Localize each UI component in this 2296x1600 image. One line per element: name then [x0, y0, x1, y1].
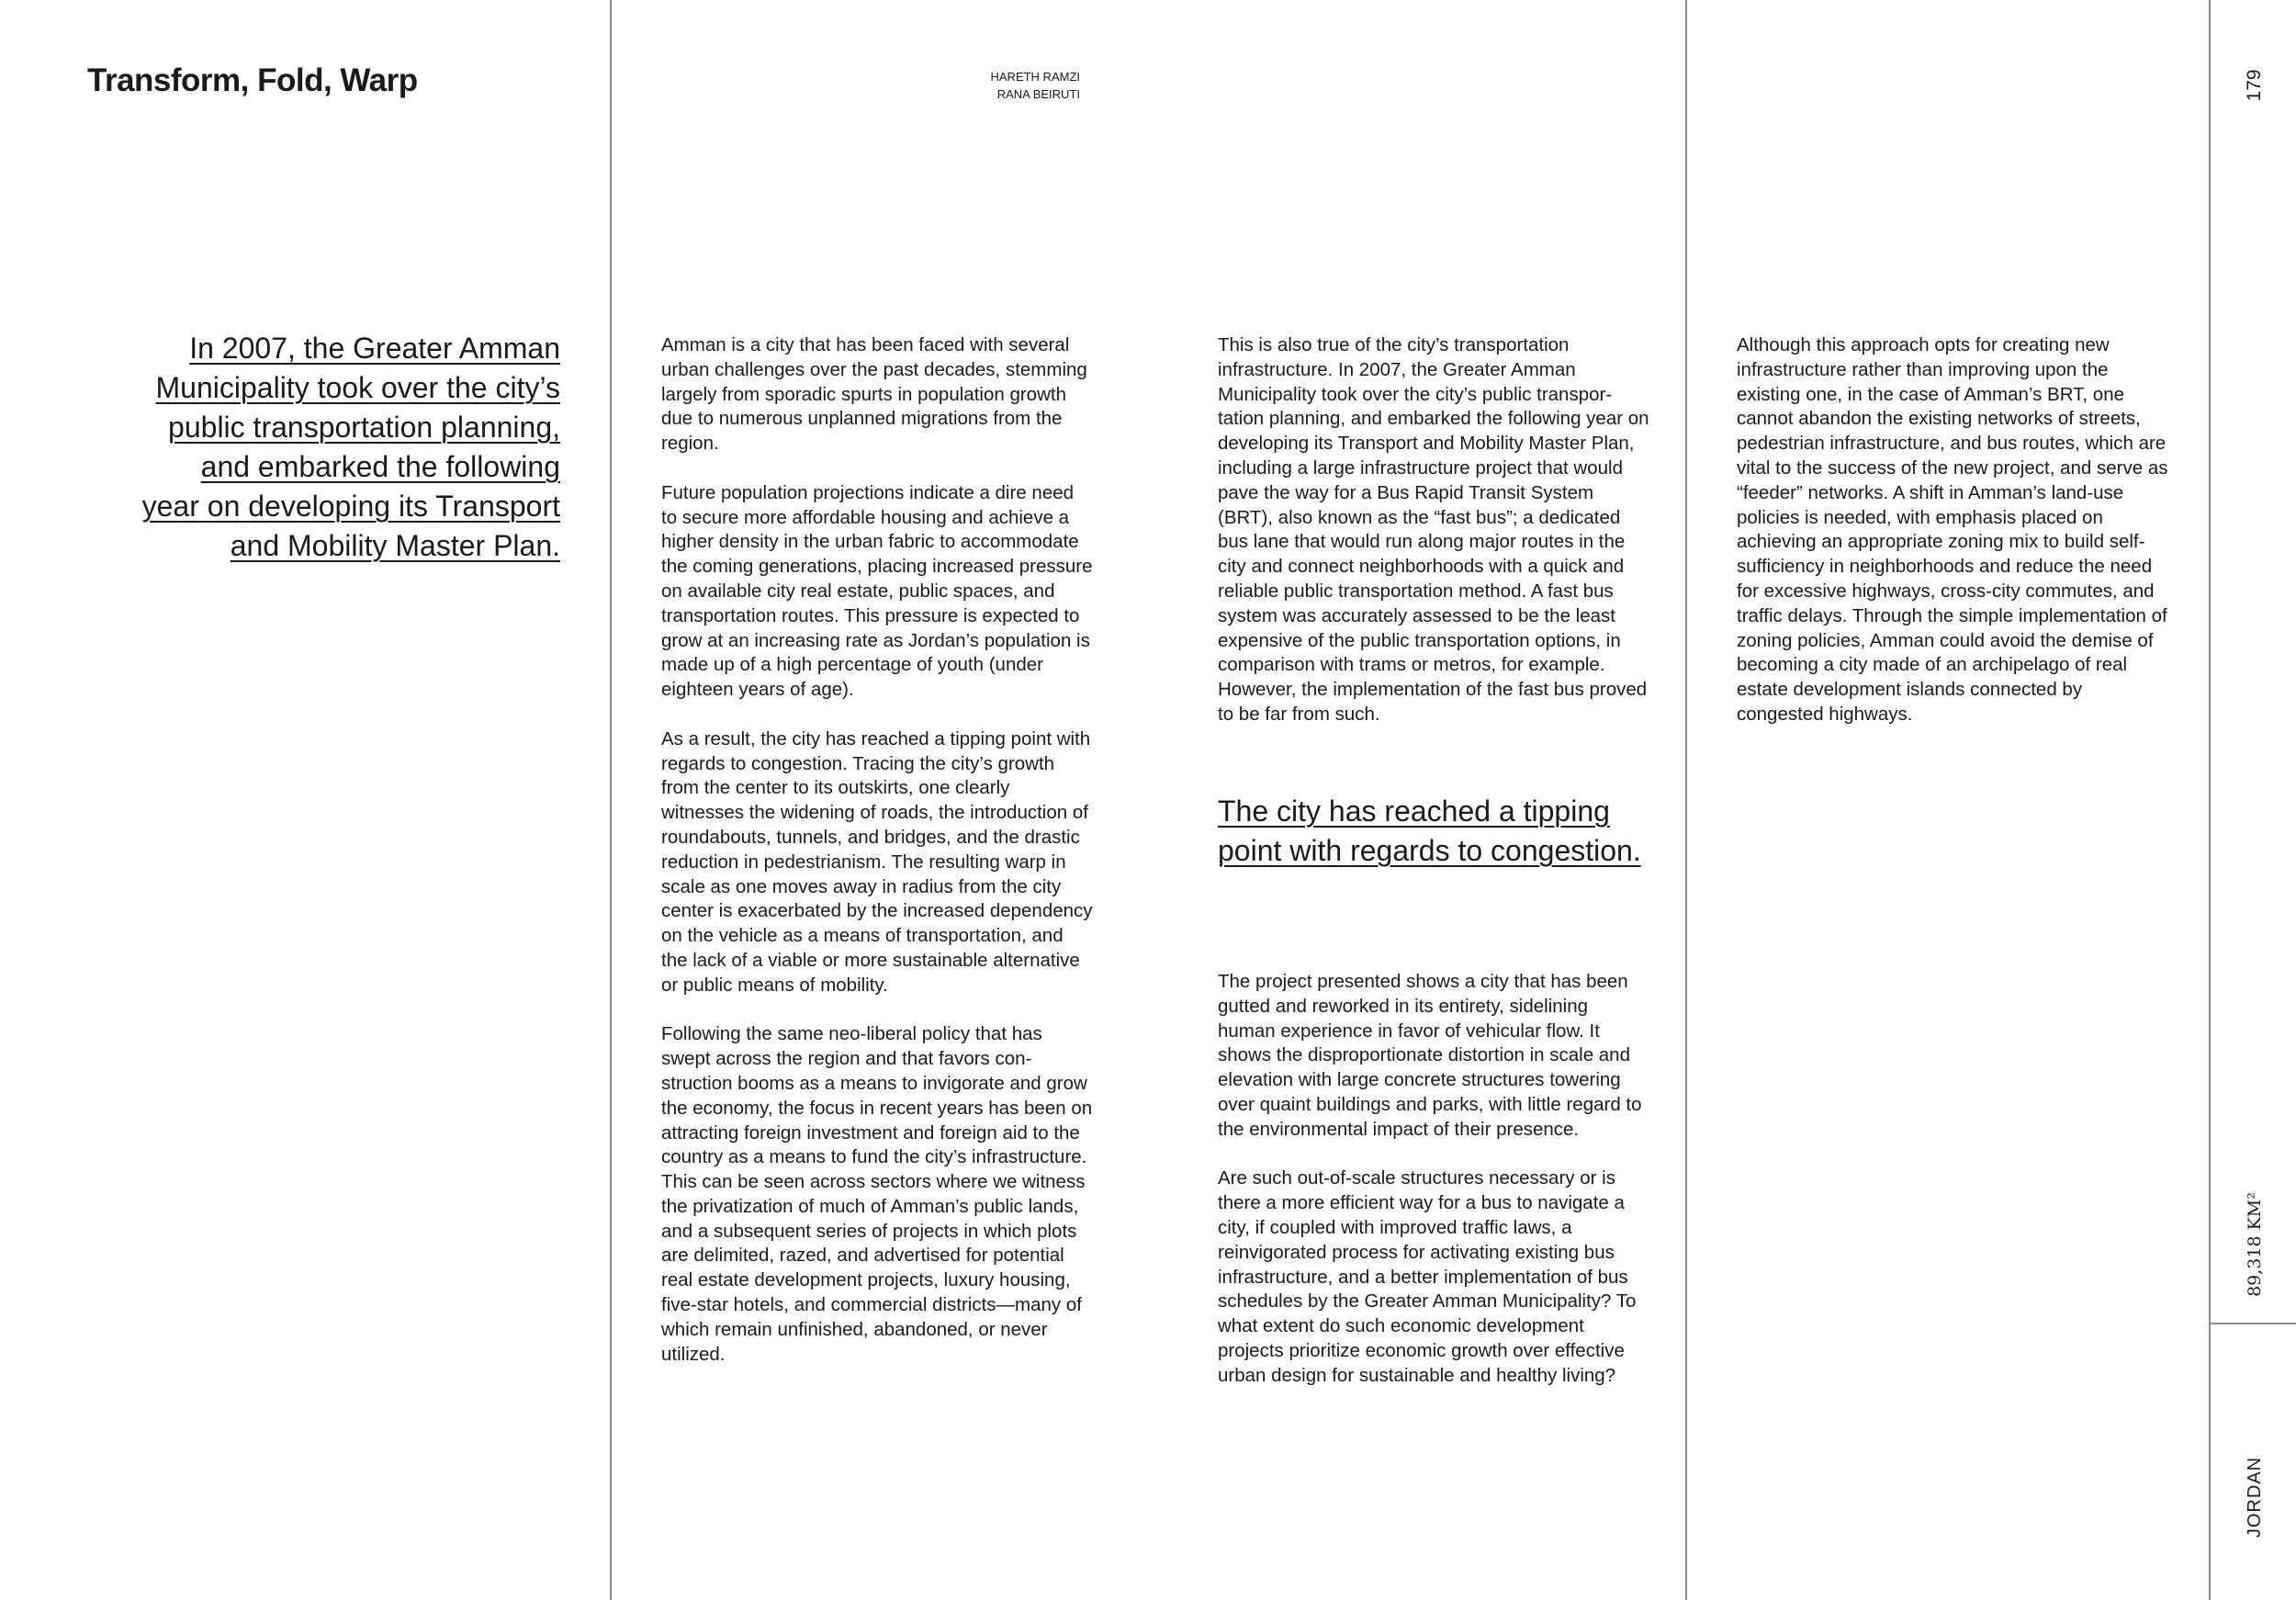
body-column-2	[1218, 333, 1649, 752]
paragraph: The project presented shows a city that has been gutted and reworked in its entirety, sidelining human experience in favor of vehicular flow. It shows the disproportionate distortion in scale and elevation with large concrete structures towering over quaint buildings and parks, with little regard to the environmental impact of their presence.	[1218, 971, 1642, 1140]
author-name: HARETH RAMZI	[990, 70, 1080, 84]
paragraph: This is also true of the city’s transportation infrastructure. In 2007, the Greater Amman Municipality took over the city’s public transportation planning, and embarked the following year on developing its Transport and Mobility Master Plan, including a large infrastructure project that would pave the way for a Bus Rapid Transit System (BRT), also known as the “fast bus”; a dedicated bus lane that would run along major routes in the city and connect neighborhoods with a quick and reliable public transportation method. A fast bus system was accurately assessed to be the least expensive of the public transportation options, in comparison with trams or metros, for example. However, the implementation of the fast bus proved to be far from such.	[1218, 334, 1649, 725]
paragraph: Amman is a city that has been faced with several urban challenges over the past decades, stemming largely from sporadic spurts in population growth due to numerous unplanned migrations from the region.	[661, 334, 1087, 455]
paragraph: Future population projections indicate a dire need to secure more affordable housing and achieve a higher density in the urban fabric to accommodate the coming generations, placing increased pressure on available city real estate, public spaces, and transportation routes. This pressure is expected to grow at an increasing rate as Jordan’s population is made up of a high percentage of youth (under eighteen years of age).	[661, 481, 1093, 701]
pull-quote-text: The city has reached a tipping point with regards to congestion.	[1218, 794, 1641, 867]
paragraph: Are such out-of-scale structures necessary or is there a more efficient way for a bus to navigate a city, if coupled with improved traffic laws, a reinvigorated process for activating existing bus infrastructure, and a better implementation of bus schedules by the Greater Amman Municipality? To what extent do such economic development projects prioritize economic growth over effective urban design for sustainable and healthy living?	[1218, 1167, 1637, 1386]
country-area: 89,318 KM²	[2245, 1192, 2265, 1297]
sidebar-rule	[2209, 1323, 2296, 1324]
column-divider	[610, 0, 612, 1600]
paragraph: Following the same neo-liberal policy that has swept across the region and that favors construction booms as a means to invigorate and grow the economy, the focus in recent years has been on attracting foreign investment and foreign aid to the country as a means to fund the city’s infrastructure. This can be seen across sectors where we witness the privatization of much of Amman’s public lands, and a subsequent series of projects in which plots are delimited, razed, and advertised for potential real estate development projects, luxury housing, five-star hotels, and commercial districts—many of which remain unfinished, abandoned, or never utilized.	[661, 1023, 1093, 1365]
sidebar-divider	[2209, 0, 2211, 1600]
author-name: RANA BEIRUTI	[996, 87, 1080, 101]
pull-quote-text: In 2007, the Greater Amman Municipality took over the city’s public transportation planning, and embarked the following year on developing its Transport and Mobility Master Plan.	[141, 332, 560, 562]
paragraph: Although this approach opts for creating new infrastructure rather than improving upon the existing one, in the case of Amman’s BRT, one cannot abandon the existing networks of streets, pedestrian infrastructure, and bus routes, which are vital to the success of the new project, and serve as “feeder” networks. A shift in Amman’s land-use policies is needed, with emphasis placed on achieving an appropriate zoning mix to build self-sufficiency in neighborhoods and reduce the need for excessive highways, cross-city commutes, and traffic delays. Through the simple implementation of zoning policies, Amman could avoid the demise of becoming a city made of an archipelago of real estate development islands connected by congested highways.	[1737, 334, 2168, 725]
body-column-3	[1218, 970, 1649, 1413]
paragraph: As a result, the city has reached a tipping point with regards to congestion. Tracing the city’s growth from the center to its outskirts, one clearly witnesses the widening of roads, the introduction of roundabouts, tunnels, and bridges, and the drastic reduction in pedestrianism. The resulting warp in scale as one moves away in radius from the city center is exacerbated by the increased dependency on the vehicle as a means of transportation, and the lack of a viable or more sustainable alternative or public means of mobility.	[661, 727, 1093, 996]
author-list	[896, 68, 1080, 103]
pull-quote-middle	[1218, 792, 1659, 871]
article-title: Transform, Fold, Warp	[87, 62, 418, 98]
body-column-1	[661, 333, 1093, 1392]
column-divider	[1685, 0, 1687, 1600]
pull-quote-left	[138, 329, 560, 566]
body-column-4	[1737, 333, 2168, 752]
page-number: 179	[2244, 69, 2265, 102]
country-name: JORDAN	[2245, 1456, 2265, 1538]
